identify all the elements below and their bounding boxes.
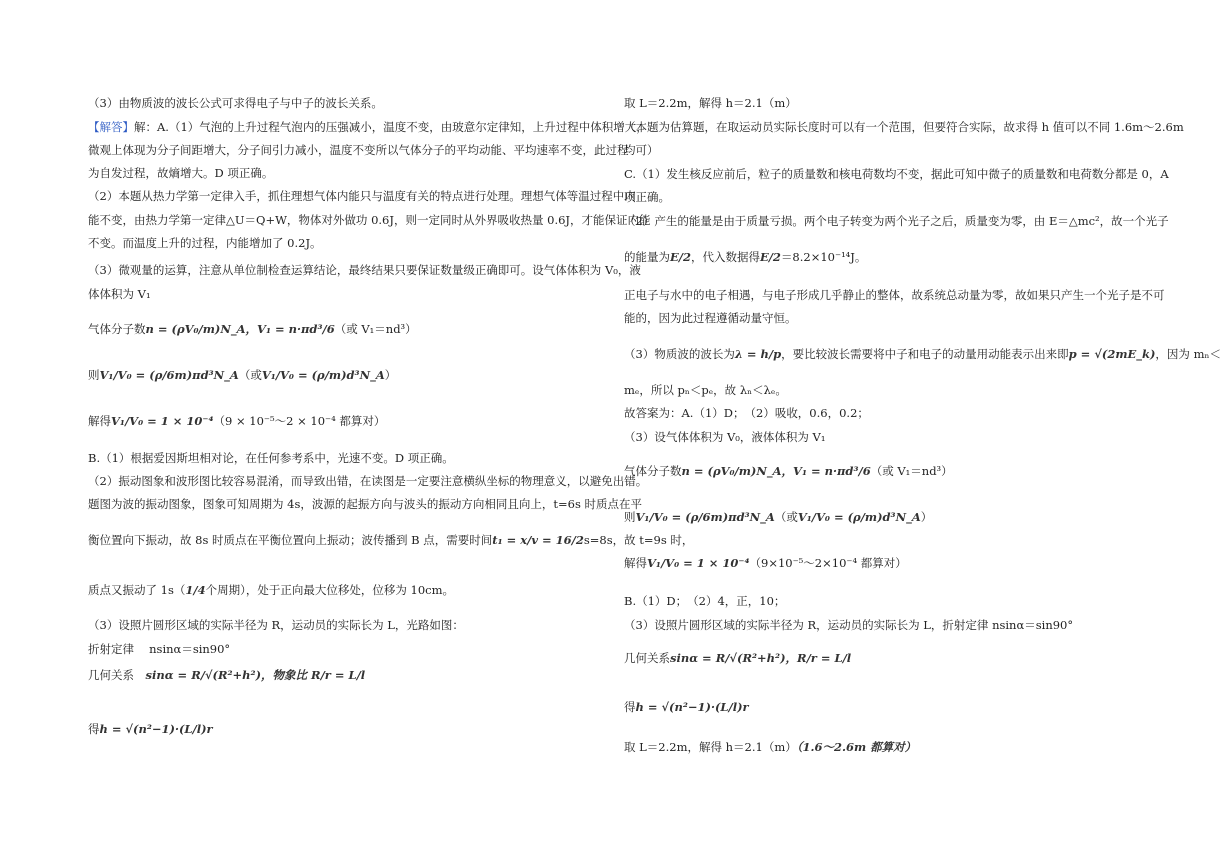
text-segment: （或 <box>774 510 798 524</box>
left-text-line <box>88 189 636 203</box>
text-segment: 气体分子数 <box>624 464 682 478</box>
formula: p = √(2mE_k) <box>1068 347 1156 361</box>
formula: V₁/V₀ = 1 × 10⁻⁴ <box>647 556 750 570</box>
text-segment: 能不变，由热力学第一定律△U＝Q+W，物体对外做功 0.6J，则一定同时从外界吸收热量 0.6J，才能保证内能 <box>88 213 651 227</box>
left-text-line <box>88 583 454 597</box>
text-segment: 衡位置向下振动，故 8s 时质点在平衡位置向上振动；波传播到 B 点，需要时间 <box>88 533 493 547</box>
formula: V₁/V₀ = 1 × 10⁻⁴ <box>111 414 214 428</box>
formula: t₁ = x/v = 16/2 <box>492 533 584 547</box>
right-text-line <box>624 430 825 444</box>
formula: h = √(n²−1)·(L/l)r <box>99 722 213 736</box>
text-segment: 几何关系 <box>88 668 146 682</box>
text-segment: 微观上体现为分子间距增大，分子间引力减小，温度不变所以气体分子的平均动能、平均速率不变，此过程 <box>88 143 629 157</box>
text-segment: ，因为 mₙ＜ <box>1155 347 1221 361</box>
left-text-line <box>88 166 273 180</box>
text-segment: ，代入数据得 <box>690 250 760 264</box>
left-text-line <box>88 143 629 157</box>
text-segment: 故答案为：A.（1）D； （2）吸收，0.6，0.2； <box>624 406 869 420</box>
right-text-line <box>624 383 787 397</box>
text-segment: （3）物质波的波长为 <box>624 347 735 361</box>
formula: n = (ρV₀/m)N_A，V₁ = n·πd³/6 <box>145 322 335 336</box>
text-segment: 取 L＝2.2m，解得 h＝2.1（m） <box>624 740 797 754</box>
left-text-line <box>88 451 454 465</box>
text-segment: （2）本题从热力学第一定律入手，抓住理想气体内能只与温度有关的特点进行处理。理想气体等温过程中内 <box>88 189 636 203</box>
right-text-line <box>624 464 953 478</box>
formula: n = (ρV₀/m)N_A，V₁ = n·πd³/6 <box>681 464 871 478</box>
text-segment: （9×10⁻⁵～2×10⁻⁴ 都算对） <box>749 556 907 570</box>
right-text-line <box>624 700 749 714</box>
left-text-line <box>88 96 383 110</box>
text-segment: 题图为波的振动图象，图象可知周期为 4s，波源的起振方向与波头的振动方向相同且向上，t=6s 时质点在平 <box>88 497 642 511</box>
formula: E/2 <box>670 250 691 264</box>
text-segment: 正电子与水中的电子相遇，与电子形成几乎静止的整体，故系统总动量为零，故如果只产生一个光子是不可 <box>624 288 1165 302</box>
formula: （1.6～2.6m 都算对） <box>796 740 917 754</box>
right-column <box>624 0 1221 848</box>
formula: sinα = R/√(R²+h²)，R/r = L/l <box>670 651 852 665</box>
text-segment: 均可） <box>624 143 659 157</box>
text-segment: （3）设气体体积为 V₀，液体体积为 V₁ <box>624 430 826 444</box>
right-text-line <box>624 288 1165 302</box>
formula: sinα = R/√(R²+h²)，物象比 R/r = L/l <box>145 668 366 682</box>
text-segment: （3）设照片圆形区域的实际半径为 R，运动员的实际长为 L，光路如图： <box>88 618 464 632</box>
formula: V₁/V₀ = (ρ/6m)πd³N_A <box>99 368 239 382</box>
text-segment: 得 <box>624 700 636 714</box>
text-segment: B.（1）D； （2）4，正，10； <box>624 594 786 608</box>
text-segment: （本题为估算题，在取运动员实际长度时可以有一个范围，但要符合实际，故求得 h 值可以不同 1.6m～2.6m <box>624 120 1184 134</box>
text-segment: （2）产生的能量是由于质量亏损。两个电子转变为两个光子之后，质量变为零，由 E＝△mc²，故一个光子 <box>624 214 1169 228</box>
formula: h = √(n²−1)·(L/l)r <box>635 700 749 714</box>
right-text-line <box>624 143 659 157</box>
left-text-line <box>88 642 230 656</box>
right-text-line <box>624 556 907 570</box>
right-text-line <box>624 311 797 325</box>
text-segment: mₑ，所以 pₙ＜pₑ，故 λₙ＜λₑ。 <box>624 383 787 397</box>
right-text-line <box>624 96 797 110</box>
text-segment: 几何关系 <box>624 651 670 665</box>
text-segment: 体体积为 V₁ <box>88 287 151 301</box>
text-segment: 取 L＝2.2m，解得 h＝2.1（m） <box>624 96 797 110</box>
text-segment: （或 V₁＝nd³） <box>870 464 953 478</box>
left-text-line <box>88 722 213 736</box>
right-text-line <box>624 510 932 524</box>
text-segment: （3）设照片圆形区域的实际半径为 R，运动员的实际长为 L，折射定律 nsinα＝sin90° <box>624 618 1074 632</box>
formula: V₁/V₀ = (ρ/6m)πd³N_A <box>635 510 775 524</box>
text-segment: 质点又振动了 1s（ <box>88 583 186 597</box>
left-text-line <box>88 668 365 682</box>
text-segment: （9 × 10⁻⁵～2 × 10⁻⁴ 都算对） <box>213 414 386 428</box>
text-segment: （3）由物质波的波长公式可求得电子与中子的波长关系。 <box>88 96 383 110</box>
left-text-line <box>88 213 651 227</box>
right-text-line <box>624 250 866 264</box>
right-text-line <box>624 594 785 608</box>
right-text-line <box>624 651 851 665</box>
text-segment: C.（1）发生核反应前后，粒子的质量数和核电荷数均不变，据此可知中微子的质量数和电荷数分都是 0，A <box>624 167 1169 181</box>
text-segment: （3）微观量的运算，注意从单位制检查运算结论，最终结果只要保证数量级正确即可。设气体体积为 V₀，液 <box>88 263 641 277</box>
left-text-line <box>88 322 417 336</box>
text-segment: （或 <box>238 368 262 382</box>
text-segment: 个周期），处于正向最大位移处，位移为 10cm。 <box>205 583 454 597</box>
text-segment: 折射定律 nsinα＝sin90° <box>88 642 231 656</box>
formula: V₁/V₀ = (ρ/m)d³N_A <box>261 368 385 382</box>
left-text-line <box>88 414 385 428</box>
answer-tag: 【解答】 <box>88 120 134 134</box>
right-text-line <box>624 190 670 204</box>
left-text-line <box>88 236 322 250</box>
text-segment: s=8s，故 t=9s 时， <box>583 533 694 547</box>
text-segment: ） <box>920 510 933 524</box>
left-text-line <box>88 120 648 134</box>
left-text-line <box>88 618 464 632</box>
right-text-line <box>624 120 1184 134</box>
text-segment: 解：A.（1）气泡的上升过程气泡内的压强减小，温度不变，由玻意尔定律知，上升过程中体积增大， <box>134 120 648 134</box>
left-text-line <box>88 263 641 277</box>
text-segment: 项正确。 <box>624 190 670 204</box>
formula: E/2 <box>759 250 781 264</box>
right-text-line <box>624 406 869 420</box>
text-segment: 为自发过程，故熵增大。D 项正确。 <box>88 166 274 180</box>
text-segment: （2）振动图象和波形图比较容易混淆，而导致出错，在读图是一定要注意横纵坐标的物理意义，以避免出错。 <box>88 474 648 488</box>
formula: 1/4 <box>185 583 206 597</box>
text-segment: 解得 <box>88 414 111 428</box>
left-text-line <box>88 497 642 511</box>
left-text-line <box>88 533 693 547</box>
text-segment: 则 <box>88 368 100 382</box>
text-segment: 解得 <box>624 556 647 570</box>
left-text-line <box>88 287 151 301</box>
text-segment: 气体分子数 <box>88 322 146 336</box>
text-segment: ＝8.2×10⁻¹⁴J。 <box>780 250 867 264</box>
text-segment: ） <box>384 368 397 382</box>
text-segment: 的能量为 <box>624 250 670 264</box>
text-segment: 得 <box>88 722 100 736</box>
text-segment: ，要比较波长需要将中子和电子的动量用动能表示出来即 <box>781 347 1069 361</box>
text-segment: （或 V₁＝nd³） <box>334 322 417 336</box>
text-segment: B.（1）根据爱因斯坦相对论，在任何参考系中，光速不变。D 项正确。 <box>88 451 454 465</box>
right-text-line <box>624 214 1169 228</box>
right-text-line <box>624 618 1073 632</box>
right-text-line <box>624 347 1221 361</box>
formula: λ = h/p <box>734 347 782 361</box>
left-text-line <box>88 368 396 382</box>
right-text-line <box>624 740 916 754</box>
text-segment: 不变。而温度上升的过程，内能增加了 0.2J。 <box>88 236 322 250</box>
text-segment: 则 <box>624 510 636 524</box>
text-segment: 能的，因为此过程遵循动量守恒。 <box>624 311 797 325</box>
right-text-line <box>624 167 1169 181</box>
formula: V₁/V₀ = (ρ/m)d³N_A <box>797 510 921 524</box>
left-text-line <box>88 474 647 488</box>
